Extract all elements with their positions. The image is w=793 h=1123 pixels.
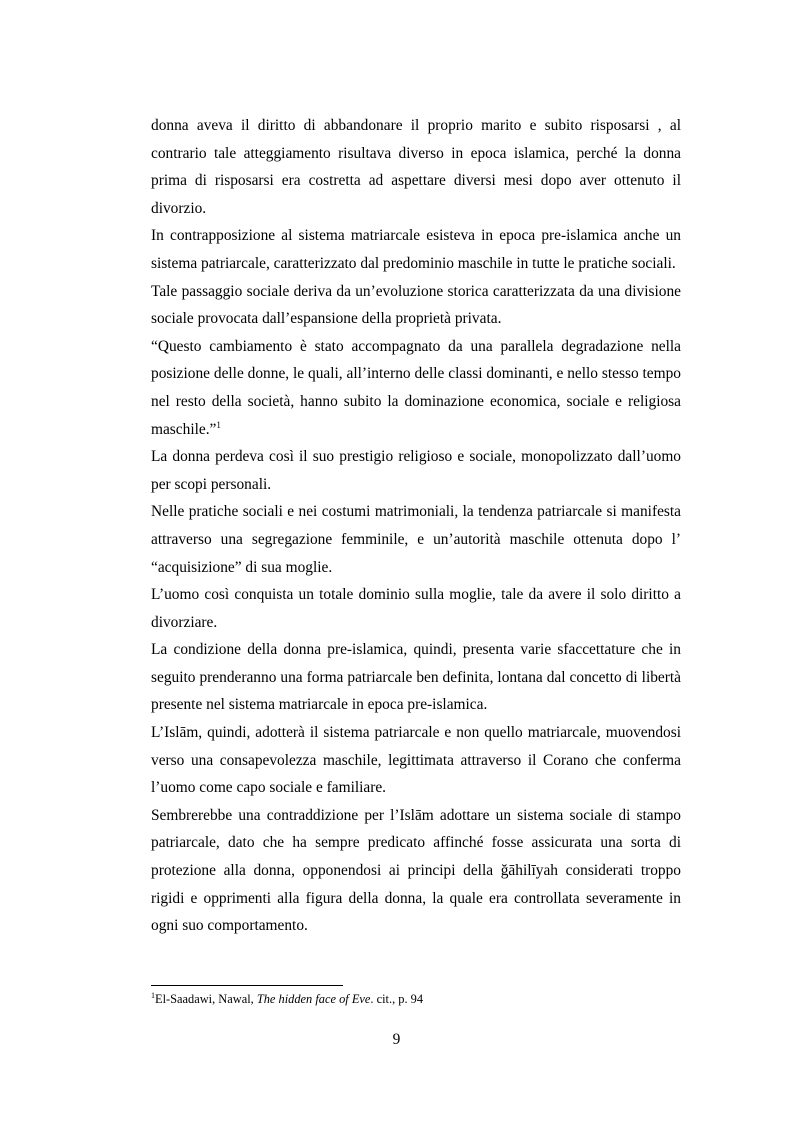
body-text xyxy=(151,112,681,940)
paragraph-1: donna aveva il diritto di abbandonare il proprio marito e subito risposarsi , al contrario tale atteggiamento risultava diverso in epoca islamica, perché la donna prima di risposarsi era costretta ad aspettare diversi mesi dopo aver ottenuto il divorzio. xyxy=(151,117,681,217)
paragraph-4-quote xyxy=(151,333,681,443)
paragraph-6: Nelle pratiche sociali e nei costumi matrimoniali, la tendenza patriarcale si manifesta attraverso una segregazione femminile, e un’autorità maschile ottenuta dopo l’ “acquisizione” di sua moglie. xyxy=(151,503,681,576)
footnote xyxy=(151,991,681,1007)
paragraph-3: Tale passaggio sociale deriva da un’evoluzione storica caratterizzata da una divisione sociale provocata dall’espansione della proprietà privata. xyxy=(151,282,681,328)
paragraph-10: Sembrerebbe una contraddizione per l’Islām adottare un sistema sociale di stampo patriarcale, dato che ha sempre predicato affinché fosse assicurata una sorta di protezione alla donna, opponendosi ai principi della ğāhilīyah considerati troppo rigidi e opprimenti alla figura della donna, la quale era controllata severamente in ogni suo comportamento. xyxy=(151,806,681,935)
page-number: 9 xyxy=(392,1031,401,1048)
quote-text: “Questo cambiamento è stato accompagnato da una parallela degradazione nella posizione delle donne, le quali, all’interno delle classi dominanti, e nello stesso tempo nel resto della società, hanno subito la dominazione economica, sociale e religiosa maschile.” xyxy=(151,337,681,438)
footnote-author: El-Saadawi, Nawal, xyxy=(155,992,257,1006)
footnote-number: 1 xyxy=(151,991,155,1000)
paragraph-9: L’Islām, quindi, adotterà il sistema patriarcale e non quello matriarcale, muovendosi verso una consapevolezza maschile, legittimata attraverso il Corano che conferma l’uomo come capo sociale e familiare. xyxy=(151,724,681,797)
paragraph-7: L’uomo così conquista un totale dominio sulla moglie, tale da avere il solo diritto a divorziare. xyxy=(151,586,681,631)
paragraph-8: La condizione della donna pre-islamica, quindi, presenta varie sfaccettature che in seguito prenderanno una forma patriarcale ben definita, lontana dal concetto di libertà presente nel sistema matriarcale in epoca pre-islamica. xyxy=(151,641,681,714)
footnote-reference: 1 xyxy=(216,419,221,430)
footnote-book-title: The hidden face of Eve xyxy=(256,992,371,1006)
paragraph-2: In contrapposizione al sistema matriarcale esisteva in epoca pre-islamica anche un sistema patriarcale, caratterizzato dal predominio maschile in tutte le pratiche sociali. xyxy=(151,227,681,272)
paragraph-5: La donna perdeva così il suo prestigio religioso e sociale, monopolizzato dall’uomo per scopi personali. xyxy=(151,448,681,493)
footnote-citation: . cit., p. 94 xyxy=(370,992,424,1006)
footnote-divider xyxy=(151,985,343,986)
